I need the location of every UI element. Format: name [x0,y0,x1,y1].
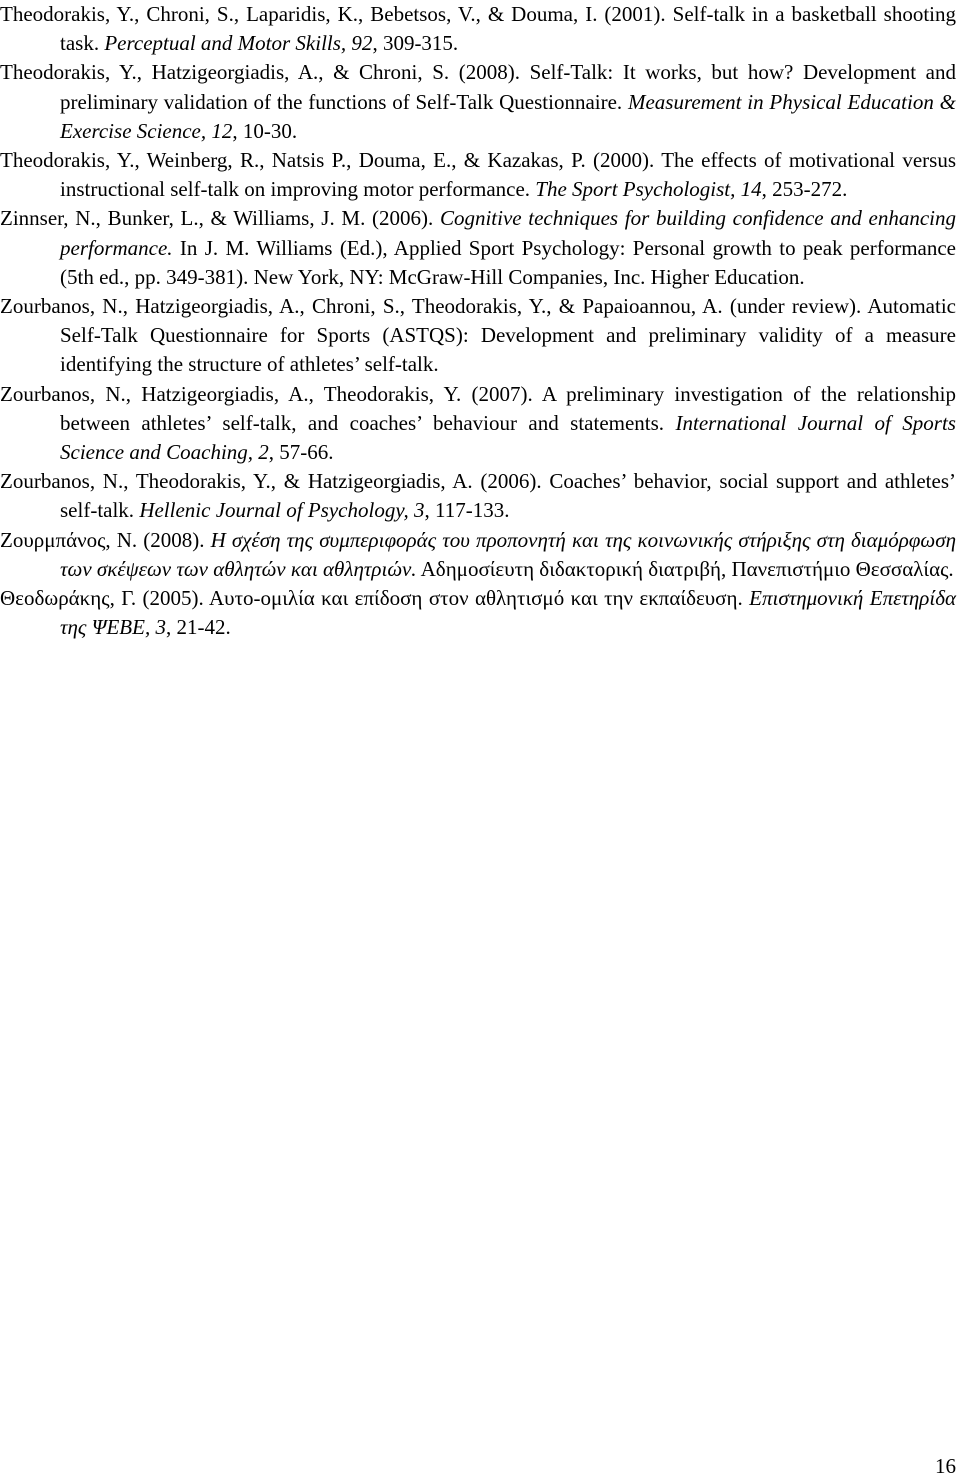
reference-entry [0,0,956,58]
reference-source-title: The Sport Psychologist, 14 [535,177,762,202]
reference-entry [0,467,956,525]
reference-text: Theodorakis, Y., Weinberg, R., Natsis P., Douma, E., & Kazakas, P. (2000). The effects of motivational versus instructional self-talk on improving motor performance. [0,148,956,202]
reference-list [0,0,956,642]
reference-text: Zourbanos, N., Hatzigeorgiadis, A., Theodorakis, Y. (2007). A preliminary investigation of the relationship between athletes’ self-talk, and coaches’ behaviour and statements. [0,381,956,435]
reference-source-title: International Journal of Sports Science and Coaching, 2 [60,410,956,465]
reference-entry [0,204,956,292]
reference-source-title: Measurement in Physical Education & Exercise Science, 12 [60,89,956,143]
reference-pages: , 57-66. [268,440,334,465]
reference-source-title: Hellenic Journal of Psychology, 3 [139,498,425,523]
reference-entry [0,146,956,204]
page-number: 16 [935,1454,956,1478]
reference-entry [0,584,956,642]
reference-text: Zinnser, N., Bunker, L., & Williams, J. M. (2006). [0,206,440,231]
reference-text: Ζουρμπάνος, Ν. (2008). [0,527,211,552]
reference-entry [0,526,956,584]
reference-pages: , 309-315. [372,31,459,56]
reference-text: Zourbanos, N., Hatzigeorgiadis, A., Chroni, S., Theodorakis, Y., & Papaioannou, A. (under review). Automatic Self-Talk Questionnaire for Sports (ASTQS): Development and preliminary validity of a measure identifying the structure of athletes’ self-talk. [0,294,956,377]
reference-source-title: Επιστημονική Επετηρίδα της ΨΕΒΕ, 3 [60,586,956,640]
reference-pages: , 117-133. [424,498,510,523]
reference-entry [0,292,956,380]
reference-text: Theodorakis, Y., Hatzigeorgiadis, A., & Chroni, S. (2008). Self-Talk: It works, but how? Development and preliminary validation of the functions of Self-Talk Questionnaire. [0,60,956,114]
reference-entry [0,380,956,468]
reference-text: Zourbanos, N., Theodorakis, Y., & Hatzigeorgiadis, A. (2006). Coaches’ behavior, social support and athletes’ self-talk. [0,469,956,523]
reference-entry [0,58,956,146]
reference-text-continued: In J. M. Williams (Ed.), Applied Sport Psychology: Personal growth to peak performance (5th ed., pp. 349-381). New York, NY: McGraw-Hill Companies, Inc. Higher Education. [60,235,956,289]
reference-source-title: Η σχέση της συμπεριφοράς του προπονητή και της κοινωνικής στήριξης στη διαμόρφωση των σκέψεων των αθλητών και αθλητριών. [60,527,957,581]
reference-pages: , 253-272. [761,177,848,202]
reference-text: Θεοδωράκης, Γ. (2005). Αυτο-ομιλία και επίδοση στον αθλητισμό και την εκπαίδευση. [0,586,750,611]
reference-source-title: Cognitive techniques for building confidence and enhancing performance. [60,206,956,260]
reference-pages: , 21-42. [165,615,231,640]
reference-text: Theodorakis, Y., Chroni, S., Laparidis, K., Bebetsos, V., & Douma, I. (2001). Self-talk in a basketball shooting task. [0,2,956,56]
reference-text-continued: Αδημοσίευτη διδακτορική διατριβή, Πανεπιστήμιο Θεσσαλίας. [416,556,954,581]
reference-source-title: Perceptual and Motor Skills, 92 [104,31,373,56]
reference-pages: , 10-30. [232,118,298,143]
